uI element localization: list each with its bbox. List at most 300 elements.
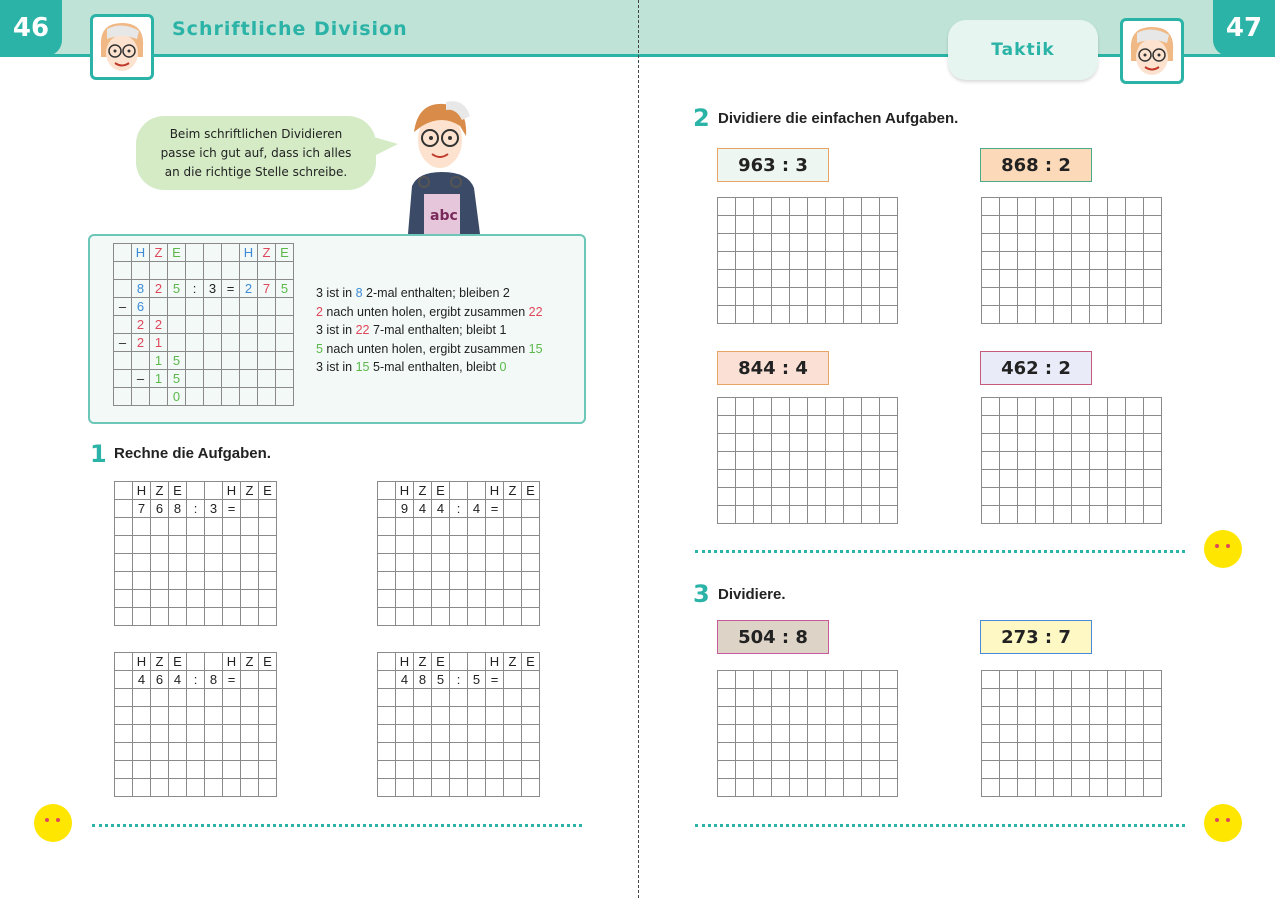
grid-cell[interactable] [844,416,862,434]
grid-cell[interactable] [1108,761,1126,779]
grid-cell[interactable] [772,488,790,506]
grid-cell[interactable] [1000,779,1018,797]
grid-cell[interactable] [1036,270,1054,288]
grid-cell[interactable] [378,671,396,689]
grid-cell[interactable] [754,506,772,524]
grid-cell[interactable] [826,761,844,779]
grid-cell[interactable] [1072,725,1090,743]
grid-cell[interactable] [205,707,223,725]
grid-cell[interactable] [133,536,151,554]
grid-cell[interactable] [1036,288,1054,306]
grid-cell[interactable] [718,743,736,761]
grid-cell[interactable] [754,671,772,689]
grid-cell[interactable] [187,779,205,797]
grid-cell[interactable] [718,488,736,506]
grid-cell[interactable] [522,518,540,536]
grid-cell[interactable] [1144,306,1162,324]
grid-cell[interactable] [486,707,504,725]
grid-cell[interactable] [1054,689,1072,707]
grid-cell[interactable] [432,743,450,761]
grid-cell[interactable] [259,572,277,590]
grid-cell[interactable] [862,398,880,416]
grid-cell[interactable] [115,536,133,554]
grid-cell[interactable] [826,416,844,434]
grid-cell[interactable] [378,689,396,707]
grid-cell[interactable] [187,572,205,590]
grid-cell[interactable] [754,707,772,725]
grid-cell[interactable] [223,707,241,725]
grid-cell[interactable] [754,470,772,488]
grid-cell[interactable]: : [187,671,205,689]
grid-cell[interactable] [754,288,772,306]
grid-cell[interactable] [115,689,133,707]
grid-cell[interactable] [1018,434,1036,452]
grid-cell[interactable] [468,689,486,707]
grid-cell[interactable] [1090,725,1108,743]
grid-cell[interactable] [1108,470,1126,488]
grid-cell[interactable] [259,707,277,725]
grid-cell[interactable] [468,518,486,536]
grid-cell[interactable] [115,779,133,797]
grid-cell[interactable] [133,743,151,761]
grid-cell[interactable] [259,554,277,572]
grid-cell[interactable] [241,518,259,536]
grid-cell[interactable] [522,608,540,626]
grid-cell[interactable] [790,306,808,324]
grid-cell[interactable] [241,590,259,608]
grid-cell[interactable] [1072,234,1090,252]
grid-cell[interactable] [718,452,736,470]
grid-cell[interactable] [862,488,880,506]
grid-cell[interactable] [808,671,826,689]
grid-cell[interactable] [790,270,808,288]
grid-cell[interactable]: 4 [133,671,151,689]
grid-cell[interactable]: 3 [205,500,223,518]
grid-cell[interactable] [736,434,754,452]
grid-cell[interactable] [844,506,862,524]
grid-cell[interactable] [982,434,1000,452]
grid-cell[interactable] [414,608,432,626]
grid-cell[interactable] [772,234,790,252]
grid-cell[interactable] [790,689,808,707]
grid-cell[interactable] [826,198,844,216]
grid-cell[interactable] [1036,671,1054,689]
grid-cell[interactable] [718,234,736,252]
grid-cell[interactable] [259,779,277,797]
grid-cell[interactable] [826,452,844,470]
grid-cell[interactable] [432,554,450,572]
grid-cell[interactable] [115,572,133,590]
grid-cell[interactable] [468,590,486,608]
grid-cell[interactable] [772,288,790,306]
grid-cell[interactable] [862,671,880,689]
grid-cell[interactable] [880,234,898,252]
grid-cell[interactable] [151,725,169,743]
grid-cell[interactable] [718,306,736,324]
grid-cell[interactable] [378,779,396,797]
grid-cell[interactable] [1144,198,1162,216]
grid-cell[interactable] [1108,452,1126,470]
grid-cell[interactable] [808,779,826,797]
grid-cell[interactable] [1018,761,1036,779]
grid-cell[interactable]: 8 [205,671,223,689]
grid-cell[interactable] [772,452,790,470]
grid-cell[interactable] [982,270,1000,288]
grid-cell[interactable] [982,416,1000,434]
grid-cell[interactable] [378,707,396,725]
grid-cell[interactable] [1054,416,1072,434]
grid-cell[interactable] [1144,488,1162,506]
grid-cell[interactable] [115,653,133,671]
grid-cell[interactable] [187,689,205,707]
grid-cell[interactable] [754,452,772,470]
grid-cell[interactable] [982,506,1000,524]
grid-cell[interactable] [880,306,898,324]
grid-cell[interactable] [396,518,414,536]
grid-cell[interactable] [790,416,808,434]
grid-cell[interactable] [718,725,736,743]
grid-cell[interactable]: Z [504,482,522,500]
grid-cell[interactable] [1108,398,1126,416]
grid-cell[interactable] [844,707,862,725]
grid-cell[interactable]: H [223,653,241,671]
grid-cell[interactable] [754,234,772,252]
grid-cell[interactable] [1144,671,1162,689]
grid-cell[interactable] [718,416,736,434]
grid-cell[interactable] [504,707,522,725]
grid-cell[interactable] [772,506,790,524]
grid-cell[interactable] [151,554,169,572]
grid-cell[interactable] [844,306,862,324]
grid-cell[interactable] [1144,398,1162,416]
grid-cell[interactable] [1090,689,1108,707]
grid-cell[interactable] [1144,234,1162,252]
grid-cell[interactable] [1000,270,1018,288]
grid-cell[interactable] [808,470,826,488]
grid-cell[interactable] [1108,434,1126,452]
grid-cell[interactable] [486,779,504,797]
grid-cell[interactable] [772,398,790,416]
grid-cell[interactable] [790,452,808,470]
grid-cell[interactable] [808,743,826,761]
grid-cell[interactable] [432,779,450,797]
grid-cell[interactable] [450,518,468,536]
grid-cell[interactable] [880,416,898,434]
grid-cell[interactable] [1126,306,1144,324]
grid-cell[interactable] [844,689,862,707]
grid-cell[interactable]: H [396,482,414,500]
grid-cell[interactable] [826,743,844,761]
empty-grid[interactable] [717,670,898,797]
grid-cell[interactable] [808,689,826,707]
grid-cell[interactable] [504,572,522,590]
grid-cell[interactable] [1108,198,1126,216]
grid-cell[interactable] [115,518,133,536]
grid-cell[interactable] [1000,252,1018,270]
grid-cell[interactable] [808,234,826,252]
grid-cell[interactable] [808,288,826,306]
grid-cell[interactable] [1108,506,1126,524]
grid-cell[interactable] [468,743,486,761]
grid-cell[interactable]: 4 [432,500,450,518]
grid-cell[interactable] [450,572,468,590]
grid-cell[interactable] [205,518,223,536]
grid-cell[interactable] [522,725,540,743]
grid-cell[interactable] [862,761,880,779]
grid-cell[interactable] [880,671,898,689]
grid-cell[interactable] [1054,707,1072,725]
grid-cell[interactable] [1018,743,1036,761]
division-grid[interactable] [377,652,540,797]
grid-cell[interactable] [1018,252,1036,270]
grid-cell[interactable] [826,779,844,797]
grid-cell[interactable] [241,608,259,626]
grid-cell[interactable] [1018,725,1036,743]
grid-cell[interactable] [133,761,151,779]
grid-cell[interactable] [187,608,205,626]
grid-cell[interactable] [1126,671,1144,689]
grid-cell[interactable] [1036,707,1054,725]
grid-cell[interactable] [151,761,169,779]
grid-cell[interactable] [790,743,808,761]
grid-cell[interactable] [1036,743,1054,761]
grid-cell[interactable] [522,779,540,797]
grid-cell[interactable] [808,198,826,216]
grid-cell[interactable] [772,470,790,488]
grid-cell[interactable] [1000,452,1018,470]
grid-cell[interactable] [1126,779,1144,797]
grid-cell[interactable] [844,470,862,488]
grid-cell[interactable] [1018,416,1036,434]
grid-cell[interactable] [790,506,808,524]
grid-cell[interactable] [414,689,432,707]
grid-cell[interactable] [504,608,522,626]
grid-cell[interactable] [115,500,133,518]
grid-cell[interactable]: E [169,482,187,500]
grid-cell[interactable]: : [187,500,205,518]
grid-cell[interactable] [1108,288,1126,306]
grid-cell[interactable] [151,608,169,626]
grid-cell[interactable] [982,470,1000,488]
grid-cell[interactable] [844,234,862,252]
grid-cell[interactable] [718,270,736,288]
grid-cell[interactable] [754,216,772,234]
grid-cell[interactable] [772,725,790,743]
grid-cell[interactable] [450,761,468,779]
grid-cell[interactable] [1090,470,1108,488]
grid-cell[interactable] [115,554,133,572]
grid-cell[interactable] [432,689,450,707]
grid-cell[interactable] [880,779,898,797]
grid-cell[interactable]: E [522,482,540,500]
grid-cell[interactable] [1072,398,1090,416]
grid-cell[interactable] [151,707,169,725]
grid-cell[interactable] [133,572,151,590]
grid-cell[interactable] [241,707,259,725]
grid-cell[interactable] [1126,725,1144,743]
grid-cell[interactable] [754,779,772,797]
grid-cell[interactable] [504,590,522,608]
grid-cell[interactable] [880,725,898,743]
grid-cell[interactable] [826,671,844,689]
grid-cell[interactable] [151,689,169,707]
grid-cell[interactable] [754,252,772,270]
grid-cell[interactable] [1144,470,1162,488]
grid-cell[interactable] [1144,452,1162,470]
grid-cell[interactable] [169,554,187,572]
grid-cell[interactable] [133,725,151,743]
grid-cell[interactable] [486,572,504,590]
grid-cell[interactable] [151,572,169,590]
grid-cell[interactable] [223,608,241,626]
grid-cell[interactable] [241,536,259,554]
grid-cell[interactable] [1036,234,1054,252]
grid-cell[interactable] [1072,470,1090,488]
grid-cell[interactable]: E [259,482,277,500]
grid-cell[interactable] [826,270,844,288]
grid-cell[interactable] [1000,506,1018,524]
grid-cell[interactable] [115,707,133,725]
grid-cell[interactable]: 4 [396,671,414,689]
grid-cell[interactable] [396,590,414,608]
grid-cell[interactable] [396,779,414,797]
grid-cell[interactable] [790,671,808,689]
grid-cell[interactable] [1090,270,1108,288]
grid-cell[interactable] [1144,761,1162,779]
grid-cell[interactable] [1000,288,1018,306]
grid-cell[interactable] [1018,288,1036,306]
grid-cell[interactable] [504,671,522,689]
grid-cell[interactable] [844,398,862,416]
grid-cell[interactable] [1144,707,1162,725]
grid-cell[interactable]: = [486,671,504,689]
grid-cell[interactable] [844,743,862,761]
grid-cell[interactable] [1072,306,1090,324]
grid-cell[interactable]: Z [151,653,169,671]
grid-cell[interactable] [754,398,772,416]
grid-cell[interactable] [504,779,522,797]
grid-cell[interactable] [826,707,844,725]
grid-cell[interactable] [862,707,880,725]
grid-cell[interactable] [718,470,736,488]
grid-cell[interactable] [1000,488,1018,506]
grid-cell[interactable] [396,707,414,725]
grid-cell[interactable] [205,554,223,572]
grid-cell[interactable] [1018,198,1036,216]
grid-cell[interactable] [736,725,754,743]
grid-cell[interactable] [772,252,790,270]
grid-cell[interactable] [1000,434,1018,452]
grid-cell[interactable] [205,572,223,590]
grid-cell[interactable] [790,234,808,252]
grid-cell[interactable] [432,725,450,743]
grid-cell[interactable] [1054,252,1072,270]
grid-cell[interactable] [862,743,880,761]
grid-cell[interactable] [826,506,844,524]
grid-cell[interactable] [450,779,468,797]
grid-cell[interactable] [790,779,808,797]
grid-cell[interactable] [133,608,151,626]
grid-cell[interactable] [1126,252,1144,270]
grid-cell[interactable] [808,488,826,506]
grid-cell[interactable] [718,689,736,707]
grid-cell[interactable] [414,761,432,779]
division-grid[interactable] [114,652,277,797]
grid-cell[interactable] [378,725,396,743]
grid-cell[interactable] [736,416,754,434]
grid-cell[interactable] [826,216,844,234]
grid-cell[interactable] [808,416,826,434]
grid-cell[interactable] [396,743,414,761]
grid-cell[interactable] [982,288,1000,306]
grid-cell[interactable] [1090,707,1108,725]
grid-cell[interactable] [1144,506,1162,524]
grid-cell[interactable] [1054,398,1072,416]
grid-cell[interactable] [1054,198,1072,216]
grid-cell[interactable] [522,554,540,572]
grid-cell[interactable] [772,761,790,779]
grid-cell[interactable] [880,434,898,452]
grid-cell[interactable]: 4 [169,671,187,689]
grid-cell[interactable] [790,488,808,506]
grid-cell[interactable] [1018,470,1036,488]
grid-cell[interactable] [1054,761,1072,779]
grid-cell[interactable] [880,270,898,288]
grid-cell[interactable] [790,725,808,743]
grid-cell[interactable] [133,779,151,797]
grid-cell[interactable] [790,198,808,216]
grid-cell[interactable] [1108,779,1126,797]
grid-cell[interactable] [259,761,277,779]
grid-cell[interactable] [432,707,450,725]
grid-cell[interactable] [259,689,277,707]
grid-cell[interactable] [844,671,862,689]
grid-cell[interactable] [1108,671,1126,689]
grid-cell[interactable] [982,398,1000,416]
grid-cell[interactable] [241,671,259,689]
grid-cell[interactable] [790,288,808,306]
grid-cell[interactable] [1126,452,1144,470]
grid-cell[interactable] [718,671,736,689]
grid-cell[interactable] [205,653,223,671]
grid-cell[interactable] [718,761,736,779]
grid-cell[interactable] [504,554,522,572]
grid-cell[interactable] [187,518,205,536]
grid-cell[interactable] [880,761,898,779]
grid-cell[interactable] [1126,761,1144,779]
grid-cell[interactable] [396,608,414,626]
grid-cell[interactable] [754,434,772,452]
grid-cell[interactable] [259,671,277,689]
grid-cell[interactable] [1126,288,1144,306]
grid-cell[interactable] [522,743,540,761]
grid-cell[interactable] [880,506,898,524]
grid-cell[interactable] [718,434,736,452]
grid-cell[interactable] [1072,761,1090,779]
grid-cell[interactable] [1126,506,1144,524]
grid-cell[interactable] [450,653,468,671]
grid-cell[interactable] [880,198,898,216]
grid-cell[interactable] [754,416,772,434]
grid-cell[interactable] [115,671,133,689]
grid-cell[interactable] [862,452,880,470]
grid-cell[interactable] [151,779,169,797]
grid-cell[interactable] [151,536,169,554]
grid-cell[interactable] [1018,779,1036,797]
grid-cell[interactable] [1000,671,1018,689]
grid-cell[interactable] [1072,452,1090,470]
grid-cell[interactable]: H [486,482,504,500]
